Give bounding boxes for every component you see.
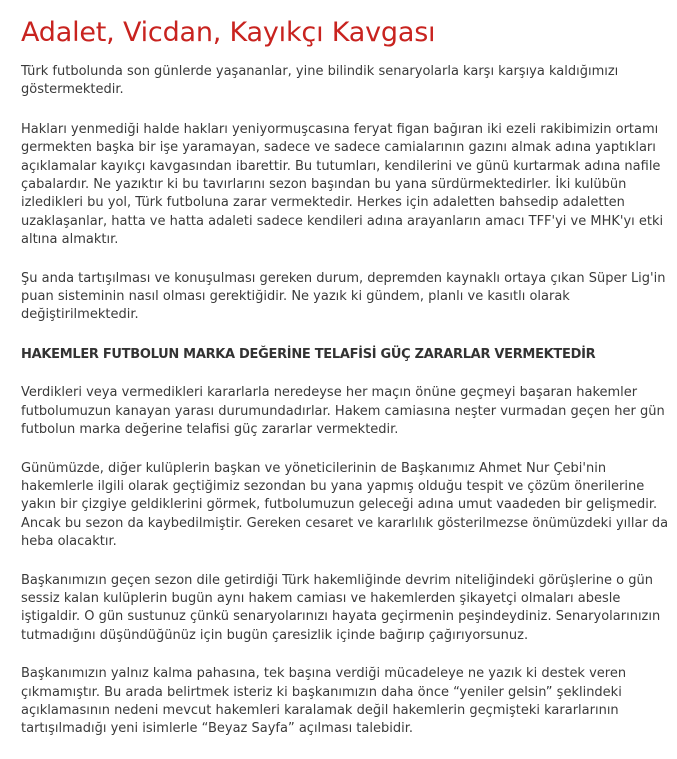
article-paragraph: Günümüzde, diğer kulüplerin başkan ve yöneticilerinin de Başkanımız Ahmet Nur Çebi'nin hakemlerle ilgili olarak geçtiğimiz sezondan bu yana yapmış olduğu tespit ve çözüm önerilerine yakın bir çizgiye geldiklerini görmek, futbolumuzun geleceği adına umut vaadeden bir gelişmedir. Ancak bu sezon da kaybedilmiştir. Gereken cesaret ve kararlılık gösterilmezse önümüzdeki yıllar da heba olacaktır. <box>21 460 669 550</box>
article-subheading: HAKEMLER FUTBOLUN MARKA DEĞERİNE TELAFİSİ GÜÇ ZARARLAR VERMEKTEDİR <box>21 346 596 362</box>
article <box>21 0 671 739</box>
article-paragraph: Başkanımızın geçen sezon dile getirdiği Türk hakemliğinde devrim niteliğindeki görüşlerine o gün sessiz kalan kulüplerin bugün aynı hakem camiası ve hakemlerden şikayetçi olmaları abesle iştigaldir. O gün sustunuz çünkü senaryolarınızı hayata geçirmenin peşindeydiniz. Senaryolarınızın tutmadığını düşündüğünüz için bugün çaresizlik içinde bağırıp çağırıyorsunuz. <box>21 572 661 643</box>
article-paragraph: Başkanımızın yalnız kalma pahasına, tek başına verdiği mücadeleye ne yazık ki destek veren çıkmamıştır. Bu arada belirtmek isteriz ki başkanımızın daha önce “yeniler gelsin” şeklindeki açıklamasının nedeni mevcut hakemleri karalamak değil hakemlerin geçmişteki kararlarının tartışılmadığı yeni isimlerle “Beyaz Sayfa” açılması talebidir. <box>21 666 627 737</box>
article-paragraph: Şu anda tartışılması ve konuşulması gereken durum, depremden kaynaklı ortaya çıkan Süper Lig'in puan sisteminin nasıl olması gerektiğidir. Ne yazık ki gündem, planlı ve kasıtlı olarak değiştirilmektedir. <box>21 270 666 323</box>
article-paragraph: Verdikleri veya vermedikleri kararlarla neredeyse her maçın önüne geçmeyi başaran hakemler futbolumuzun kanayan yarası durumundadırlar. Hakem camiasına neşter vurmadan geçen her gün futbolun marka değerine telafisi güç zararlar vermektedir. <box>21 385 665 438</box>
article-paragraph: Hakları yenmediği halde hakları yeniyormuşcasına feryat figan bağıran iki ezeli rakibimizin ortamı germekten başka bir işe yaramayan, sadece ve sadece camialarının gazını almak adına yaptıkları açıklamalar kayıkçı kavgasından ibarettir. Bu tutumları, kendilerini ve günü kurtarmak adına nafile çabalardır. Ne yazıktır ki bu tavırlarını sezon başından bu yana sürdürmektedirler. İki kulübün izledikleri bu yol, Türk futboluna zarar vermektedir. Herkes için adaletten bahsedip adaletten uzaklaşanlar, hatta ve hatta adaleti sadece kendileri adına arayanların amacı TFF'yi ve MHK'yı etki altına almaktır. <box>21 121 664 248</box>
article-title: Adalet, Vicdan, Kayıkçı Kavgası <box>21 17 436 48</box>
article-paragraph: Türk futbolunda son günlerde yaşananlar, yine bilindik senaryolarla karşı karşıya kaldığımızı göstermektedir. <box>21 64 619 98</box>
